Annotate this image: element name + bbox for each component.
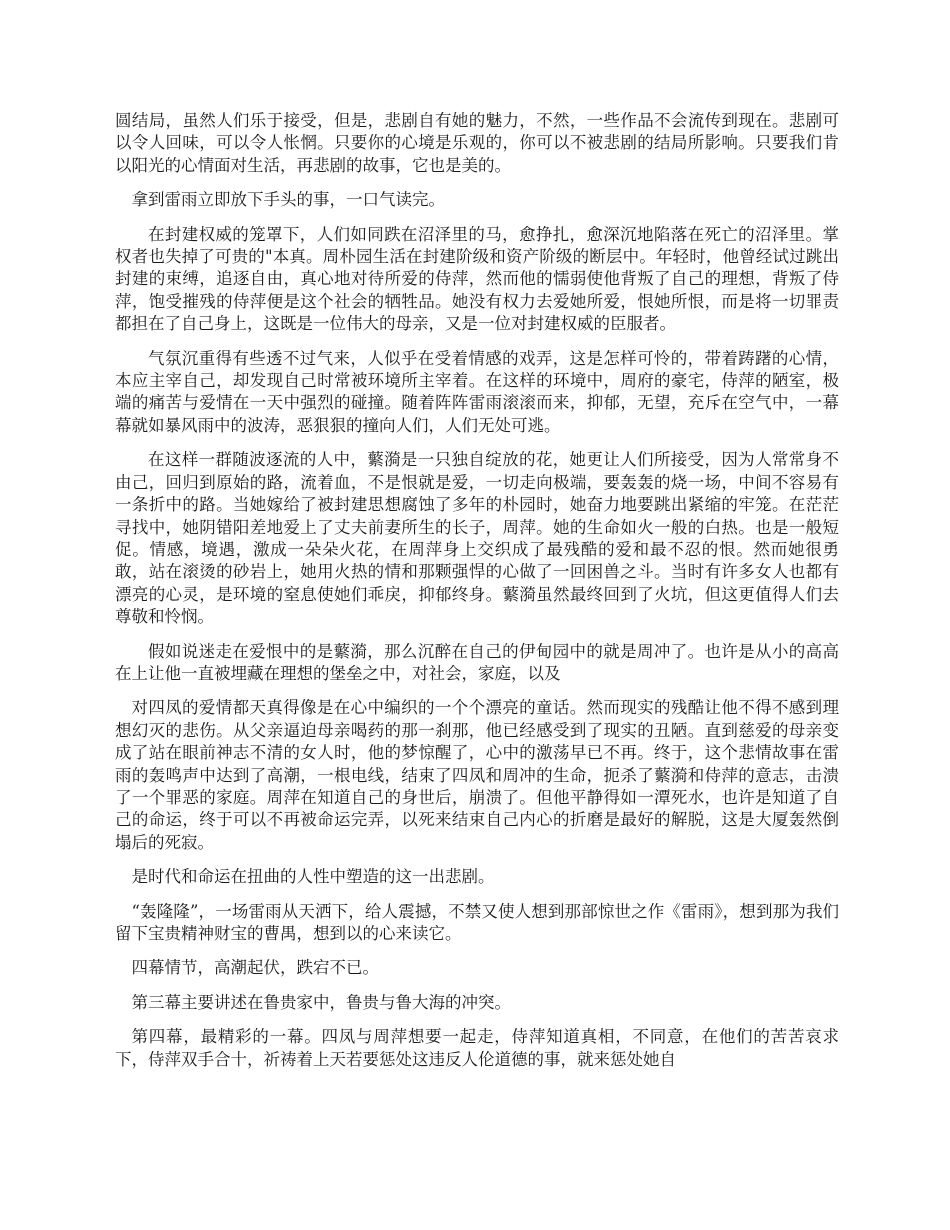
paragraph-9: “轰隆隆”，一场雷雨从天洒下，给人震撼，不禁又使人想到那部惊世之作《雷雨》，想到那为我们留下宝贵精神财宝的曹禺，想到以的心来读它。	[115, 901, 839, 943]
paragraph-3: 在封建权威的笼罩下，人们如同跌在沼泽里的马，愈挣扎，愈深沉地陷落在死亡的沼泽里。掌权者也失掉了可贵的"本真。周朴园生活在封建阶级和资产阶级的断层中。年轻时，他曾经试过跳出封建的束缚，追逐自由，真心地对待所爱的侍萍，然而他的懦弱使他背叛了自己的理想，背叛了侍萍，饱受摧残的侍萍便是这个社会的牺牲品。她没有权力去爱她所爱，恨她所恨，而是将一切罪责都担在了自己身上，这既是一位伟大的母亲，又是一位对封建权威的臣服者。	[115, 224, 839, 334]
document-body	[115, 110, 839, 1083]
paragraph-4: 气氛沉重得有些透不过气来，人似乎在受着情感的戏弄，这是怎样可怜的，带着踌躇的心情，本应主宰自己，却发现自己时常被环境所主宰着。在这样的环境中，周府的豪宅，侍萍的陋室，极端的痛苦与爱情在一天中强烈的碰撞。随着阵阵雷雨滚滚而来，抑郁，无望，充斥在空气中，一幕幕就如暴风雨中的波涛，恶狠狠的撞向人们，人们无处可逃。	[115, 348, 839, 435]
paragraph-1: 圆结局，虽然人们乐于接受，但是，悲剧自有她的魅力，不然，一些作品不会流传到现在。悲剧可以令人回味，可以令人怅惘。只要你的心境是乐观的，你可以不被悲剧的结局所影响。只要我们肯以阳光的心情面对生活，再悲剧的故事，它也是美的。	[115, 111, 839, 175]
paragraph-11: 第三幕主要讲述在鲁贵家中，鲁贵与鲁大海的冲突。	[131, 992, 511, 1012]
paragraph-12: 第四幕，最精彩的一幕。四凤与周萍想要一起走，侍萍知道真相，不同意，在他们的苦苦哀求下，侍萍双手合十，祈祷着上天若要惩处这违反人伦道德的事，就来惩处她自	[115, 1027, 839, 1069]
paragraph-2: 拿到雷雨立即放下手头的事，一口气读完。	[131, 190, 445, 210]
paragraph-10: 四幕情节，高潮起伏，跌宕不已。	[131, 958, 379, 978]
paragraph-7: 对四凤的爱情都天真得像是在心中编织的一个个漂亮的童话。然而现实的残酷让他不得不感到理想幻灭的悲伤。从父亲逼迫母亲喝药的那一刹那，他已经感受到了现实的丑陋。直到慈爱的母亲变成了站在眼前神志不清的女人时，他的梦惊醒了，心中的激荡早已不再。终于，这个悲情故事在雷雨的轰鸣声中达到了高潮，一根电线，结束了四凤和周冲的生命，扼杀了蘩漪和侍萍的意志，击溃了一个罪恶的家庭。周萍在知道自己的身世后，崩溃了。但他平静得如一潭死水，也许是知道了自己的命运，终于可以不再被命运完弄，以死来结束自己内心的折磨是最好的解脱，这是大厦轰然倒塌后的死寂。	[115, 698, 839, 852]
paragraph-8: 是时代和命运在扭曲的人性中塑造的这一出悲剧。	[131, 867, 495, 887]
paragraph-6: 假如说迷走在爱恨中的是蘩漪，那么沉醉在自己的伊甸园中的就是周冲了。也许是从小的高高在上让他一直被埋藏在理想的堡垒之中，对社会，家庭，以及	[115, 641, 839, 683]
paragraph-5: 在这样一群随波逐流的人中，蘩漪是一只独自绽放的花，她更让人们所接受，因为人常常身不由己，回归到原始的路，流着血，不是恨就是爱，一切走向极端，要轰轰的烧一场，中间不容易有一条折中的路。当她嫁给了被封建思想腐蚀了多年的朴园时，她奋力地要跳出紧缩的牢笼。在茫茫寻找中，她阴错阳差地爱上了丈夫前妻所生的长子，周萍。她的生命如火一般的白热。也是一般短促。情感，境遇，激成一朵朵火花，在周萍身上交织成了最残酷的爱和最不忍的恨。然而她很勇敢，站在滚烫的砂岩上，她用火热的情和那颗强悍的心做了一回困兽之斗。当时有许多女人也都有漂亮的心灵，是环境的窒息使她们乖戾，抑郁终身。蘩漪虽然最终回到了火坑，但这更值得人们去尊敬和怜悯。	[115, 450, 839, 627]
